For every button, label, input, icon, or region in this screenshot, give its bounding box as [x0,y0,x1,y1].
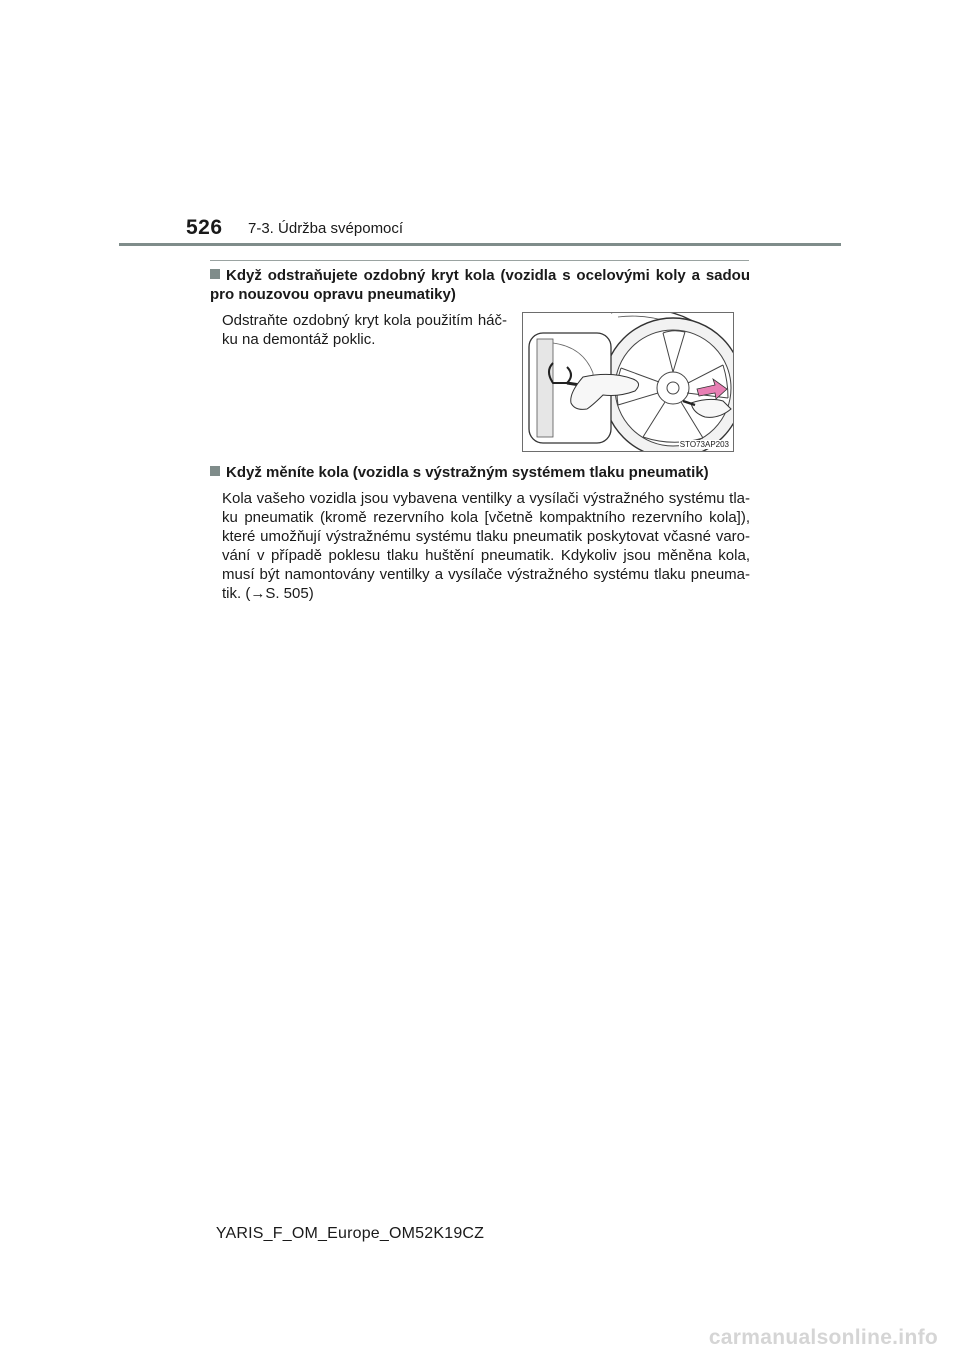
heading-changing-wheels [210,463,750,482]
figure-code: STO73AP203 [679,440,729,449]
section-divider [210,260,749,261]
document-footer [0,1225,960,1243]
watermark: carmanualsonline.info [708,1326,938,1349]
page-number: 526 [186,216,223,239]
square-bullet-icon [210,269,220,279]
wheel-cover-drawing [523,313,733,451]
header-rule [119,243,841,246]
wheel-cover-illustration [522,312,734,452]
square-bullet-icon [210,466,220,476]
tpws-paragraph: Kola vašeho vozidla jsou vybavena ventilky a vysílači výstražného systému tla-ku pneumatik (kromě rezervního kola [včetně kompaktního rezervního kola]), které umožňují výstražnému systému tlaku pneumatik poskytovat včasné varo-vání v případě poklesu tlaku huštění pneumatik. Kdykoliv jsou měněna kola, musí být namontovány ventilky a vysílače výstražného systému tlaku pneuma-tik. (→S. 505) [222,490,750,602]
section-title: 7-3. Údržba svépomocí [248,220,404,237]
document-id: YARIS_F_OM_Europe_OM52K19CZ [215,1225,485,1242]
heading-wheel-cover [210,266,750,304]
wheel-cover-instruction: Odstraňte ozdobný kryt kola použitím háč-ku na demontáž poklic. [222,312,507,348]
heading-changing-wheels-text: Když měníte kola (vozidla s výstražným systémem tlaku pneumatik) [226,464,709,481]
heading-wheel-cover-text: Když odstraňujete ozdobný kryt kola (vozidla s ocelovými koly a sadou pro nouzovou opravu pneumatiky) [210,267,750,303]
